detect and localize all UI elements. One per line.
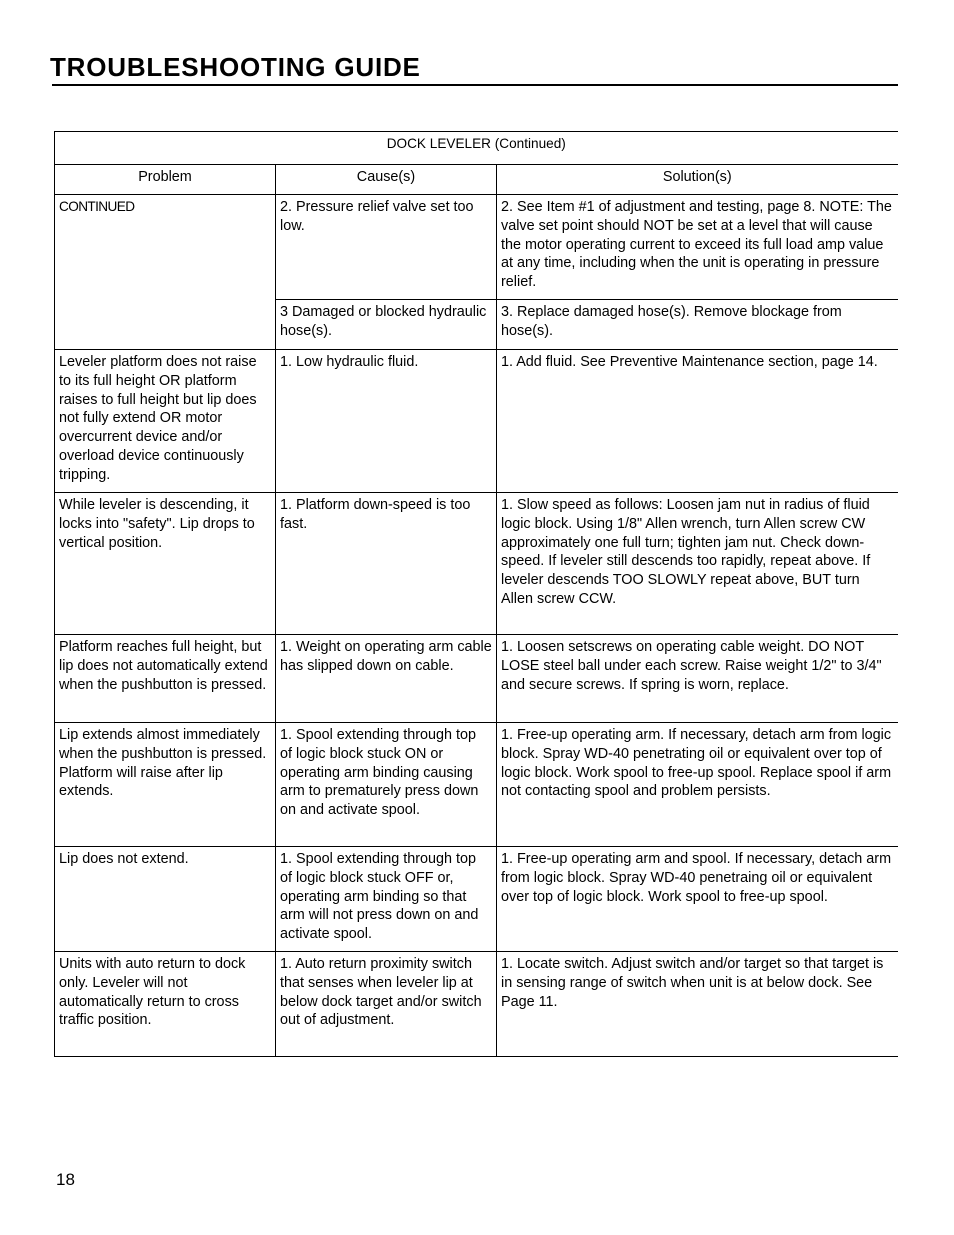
cause-cell: 1. Low hydraulic fluid. xyxy=(276,350,497,493)
header-solutions: Solution(s) xyxy=(497,165,898,195)
troubleshooting-table xyxy=(54,131,898,1057)
cause-cell: 3 Damaged or blocked hydraulic hose(s). xyxy=(276,300,497,350)
page-number: 18 xyxy=(56,1170,75,1189)
cause-cell: 1. Weight on operating arm cable has slipped down on cable. xyxy=(276,635,497,723)
table-row xyxy=(55,350,898,493)
table-row xyxy=(55,195,898,300)
solution-cell: 2. See Item #1 of adjustment and testing, page 8. NOTE: The valve set point should NOT be set at a level that will cause the motor operating current to exceed its full load amp value at any time, including when the unit is operating in pressure relief. xyxy=(497,195,898,300)
solution-cell: 1. Loosen setscrews on operating cable weight. DO NOT LOSE steel ball under each screw. Raise weight 1/2" to 3/4" and secure screws. If spring is worn, replace. xyxy=(497,635,898,723)
table-caption: DOCK LEVELER (Continued) xyxy=(55,132,898,165)
table-row xyxy=(55,847,898,952)
problem-cell: While leveler is descending, it locks into "safety". Lip drops to vertical position. xyxy=(55,493,276,635)
header-problem: Problem xyxy=(55,165,276,195)
solution-cell: 1. Free-up operating arm. If necessary, detach arm from logic block. Spray WD-40 penetrating oil or equivalent over top of logic block. Work spool to free-up spool. Replace spool if arm not contacting spool and problem persists. xyxy=(497,723,898,847)
problem-cell: Units with auto return to dock only. Leveler will not automatically return to cross traffic position. xyxy=(55,952,276,1057)
table-row xyxy=(55,723,898,847)
page-title: TROUBLESHOOTING GUIDE xyxy=(50,52,421,82)
table-row xyxy=(55,635,898,723)
table-row xyxy=(55,493,898,635)
table-header-row xyxy=(55,165,898,195)
problem-cell: Lip extends almost immediately when the pushbutton is pressed. Platform will raise after lip extends. xyxy=(55,723,276,847)
title-rule xyxy=(52,84,898,86)
solution-cell: 3. Replace damaged hose(s). Remove blockage from hose(s). xyxy=(497,300,898,350)
header-causes: Cause(s) xyxy=(276,165,497,195)
table-row xyxy=(55,952,898,1057)
solution-cell: 1. Slow speed as follows: Loosen jam nut in radius of fluid logic block. Using 1/8" Allen wrench, turn Allen screw CW approximately one full turn; tighten jam nut. Check down-speed. If leveler still descends too rapidly, repeat above. If leveler descends TOO SLOWLY repeat above, BUT turn Allen screw CCW. xyxy=(497,493,898,635)
table-caption-row xyxy=(55,132,898,165)
cause-cell: 1. Spool extending through top of logic block stuck ON or operating arm binding causing arm to prematurely press down on and activate spool. xyxy=(276,723,497,847)
solution-cell: 1. Free-up operating arm and spool. If necessary, detach arm from logic block. Spray WD-40 penetraing oil or equivalent over top of logic block. Work spool to free-up spool. xyxy=(497,847,898,952)
problem-cell: Lip does not extend. xyxy=(55,847,276,952)
cause-cell: 1. Spool extending through top of logic block stuck OFF or, operating arm binding so that arm will not press down on and activate spool. xyxy=(276,847,497,952)
problem-cell xyxy=(55,195,276,350)
problem-cell: Platform reaches full height, but lip does not automatically extend when the pushbutton is pressed. xyxy=(55,635,276,723)
cause-cell: 1. Platform down-speed is too fast. xyxy=(276,493,497,635)
solution-cell: 1. Locate switch. Adjust switch and/or target so that target is in sensing range of switch when unit is at below dock. See Page 11. xyxy=(497,952,898,1057)
cause-cell: 1. Auto return proximity switch that senses when leveler lip at below dock target and/or switch out of adjustment. xyxy=(276,952,497,1057)
solution-cell: 1. Add fluid. See Preventive Maintenance section, page 14. xyxy=(497,350,898,493)
continued-label: CONTINUED xyxy=(59,199,135,214)
cause-cell: 2. Pressure relief valve set too low. xyxy=(276,195,497,300)
problem-cell: Leveler platform does not raise to its full height OR platform raises to full height but lip does not fully extend OR motor overcurrent device and/or overload device continuously tripping. xyxy=(55,350,276,493)
